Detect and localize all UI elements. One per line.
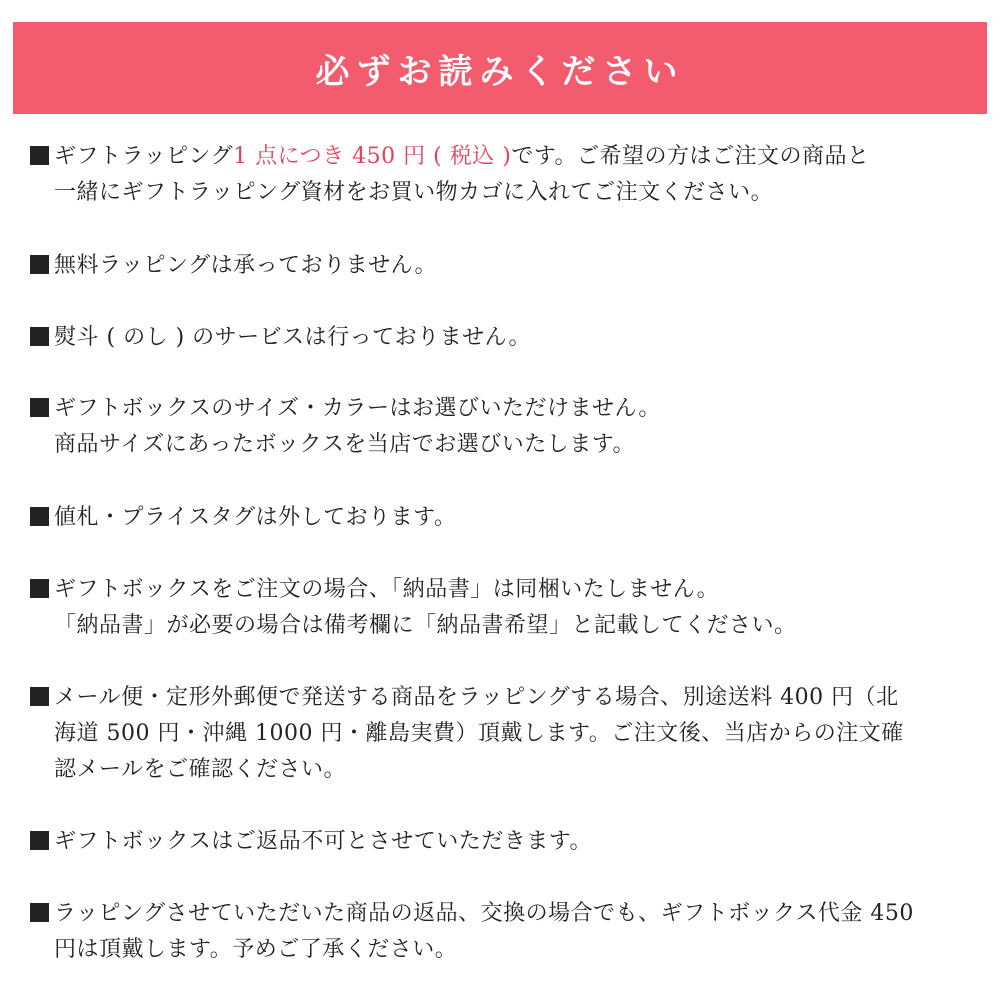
header-banner (13, 22, 987, 114)
notice-line (30, 391, 980, 427)
notice-shipping-fee (30, 680, 980, 788)
notice-no-noshi-service (30, 320, 980, 356)
notice-text: ラッピングさせていただいた商品の返品、交換の場合でも、ギフトボックス代金 450 (54, 901, 914, 926)
notice-text: 「納品書」が必要の場合は備考欄に「納品書希望」と記載してください。 (54, 613, 797, 638)
notice-box-fee-on-return (30, 896, 980, 968)
black-square-icon (30, 327, 49, 346)
notice-text: 一緒にギフトラッピング資材をお買い物カゴに入れてご注文ください。 (54, 180, 774, 205)
notice-text: です。ご希望の方はご注文の商品と (511, 144, 870, 169)
page-title: 必ずお読みください (315, 51, 685, 92)
notice-line (30, 608, 980, 644)
notice-line (30, 932, 980, 968)
notice-line (30, 824, 980, 860)
black-square-icon (30, 398, 49, 417)
notice-line (30, 680, 980, 716)
notice-no-returns (30, 824, 980, 860)
black-square-icon (30, 146, 49, 165)
black-square-icon (30, 255, 49, 274)
notice-line (30, 752, 980, 788)
wrapping-price-highlight: 1 点につき 450 円 ( 税込 ) (233, 144, 512, 169)
notice-line (30, 427, 980, 463)
notice-line (30, 139, 980, 175)
notice-text: 商品サイズにあったボックスを当店でお選びいたします。 (54, 432, 636, 457)
notice-text: メール便・定形外郵便で発送する商品をラッピングする場合、別途送料 400 円（北 (54, 685, 899, 710)
notice-line (30, 175, 980, 211)
notice-text: 無料ラッピングは承っておりません。 (54, 253, 437, 278)
black-square-icon (30, 579, 49, 598)
notice-text: 円は頂戴します。予めご了承ください。 (54, 937, 458, 962)
black-square-icon (30, 903, 49, 922)
notice-price-tags-removed (30, 500, 980, 536)
notice-line (30, 248, 980, 284)
notice-box-selection (30, 391, 980, 463)
notice-line (30, 572, 980, 608)
notice-line (30, 500, 980, 536)
notice-text: 熨斗 ( のし ) のサービスは行っておりません。 (54, 325, 531, 350)
notice-invoice (30, 572, 980, 644)
black-square-icon (30, 831, 49, 850)
notice-text: ギフトボックスをご注文の場合、「納品書」は同梱いたしません。 (54, 577, 720, 602)
notice-text: ギフトボックスのサイズ・カラーはお選びいただけません。 (54, 396, 661, 421)
notice-text: 値札・プライスタグは外しております。 (54, 505, 457, 530)
notice-line (30, 320, 980, 356)
notice-text: ギフトボックスはご返品不可とさせていただきます。 (54, 829, 593, 854)
notice-text: ギフトラッピング (54, 144, 234, 169)
notice-no-free-wrapping (30, 248, 980, 284)
black-square-icon (30, 507, 49, 526)
notice-gift-wrapping-price (30, 139, 980, 211)
black-square-icon (30, 687, 49, 706)
notice-line (30, 716, 980, 752)
notice-line (30, 896, 980, 932)
notice-text: 認メールをご確認ください。 (54, 757, 347, 782)
notice-text: 海道 500 円・沖縄 1000 円・離島実費）頂戴します。ご注文後、当店からの注文確 (54, 721, 904, 746)
